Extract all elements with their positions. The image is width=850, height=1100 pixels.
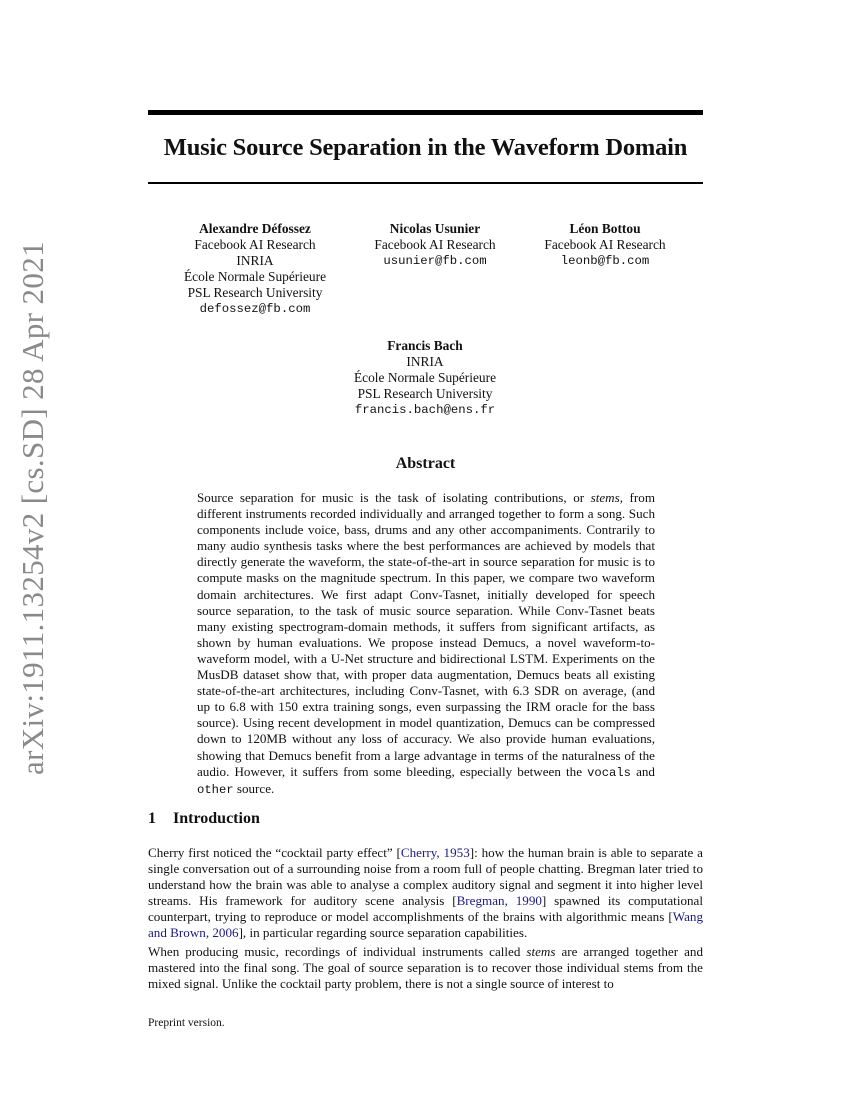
author-affiliation: Facebook AI Research bbox=[544, 237, 666, 252]
author-email: leonb@fb.com bbox=[560, 254, 650, 268]
section-title: Introduction bbox=[173, 810, 260, 827]
emphasis-stems: stems bbox=[590, 490, 620, 505]
code-vocals: vocals bbox=[587, 765, 631, 780]
paper-title: Music Source Separation in the Waveform Domain bbox=[163, 134, 688, 161]
author-email: defossez@fb.com bbox=[199, 302, 311, 316]
abstract-heading: Abstract bbox=[395, 455, 456, 472]
author-block-bottou bbox=[520, 221, 690, 269]
author-affiliation: INRIA bbox=[236, 253, 274, 268]
author-affiliation: PSL Research University bbox=[357, 386, 493, 401]
emphasis-stems: stems bbox=[526, 944, 556, 959]
citation-cherry-1953[interactable]: Cherry, 1953 bbox=[400, 845, 470, 860]
footer-note: Preprint version. bbox=[148, 1017, 225, 1029]
intro-paragraph-1: Cherry first noticed the “cocktail party effect” [Cherry, 1953]: how the human brain is able to separate a single conversation out of a surrounding noise from a room full of people chatting. Bregman later tried to understand how the brain was able to analyse a complex auditory signal and segment it into higher level streams. His framework for auditory scene analysis [Bregman, 1990] spawned its computational counterpart, trying to reproduce or model accomplishments of the brains with algorithmic means [Wang and Brown, 2006], in particular regarding source separation capabilities. bbox=[148, 845, 704, 941]
section-heading-introduction bbox=[148, 810, 260, 828]
author-name: Alexandre Défossez bbox=[199, 221, 311, 236]
author-block-bach bbox=[340, 338, 510, 418]
author-affiliation: Facebook AI Research bbox=[374, 237, 496, 252]
citation-bregman-1990[interactable]: Bregman, 1990 bbox=[456, 893, 542, 909]
author-name: Nicolas Usunier bbox=[389, 221, 481, 236]
title-bottom-rule bbox=[148, 182, 703, 184]
author-name: Francis Bach bbox=[387, 338, 463, 353]
author-affiliation: INRIA bbox=[406, 354, 444, 369]
code-other: other bbox=[197, 782, 234, 797]
author-block-usunier bbox=[350, 221, 520, 269]
citation-wang-brown-2006[interactable]: Wang and Brown, 2006 bbox=[148, 909, 703, 941]
author-email: usunier@fb.com bbox=[383, 254, 487, 268]
arxiv-identifier: arXiv:1911.13254v2 [cs.SD] 28 Apr 2021 bbox=[15, 241, 50, 775]
intro-paragraph-2: When producing music, recordings of individual instruments called stems are arranged together and mastered into the final song. The goal of source separation is to recover those individual stems from the mixed signal. Unlike the cocktail party problem, there is not a single source of interest to bbox=[148, 944, 703, 992]
author-name: Léon Bottou bbox=[569, 221, 641, 236]
section-number: 1 bbox=[148, 810, 156, 827]
author-affiliation: PSL Research University bbox=[187, 285, 323, 300]
author-email: francis.bach@ens.fr bbox=[354, 403, 496, 417]
author-affiliation: École Normale Supérieure bbox=[183, 269, 327, 284]
author-block-defossez bbox=[170, 221, 340, 317]
title-top-rule bbox=[148, 110, 703, 115]
abstract-text: Source separation for music is the task of isolating contributions, or stems, from different instruments recorded individually and arranged together to form a song. Such components include voice, bass, drums and any other accompaniments. Contrarily to many audio synthesis tasks where the best performances are achieved by models that directly generate the waveform, the state-of-the-art in source separation for music is to compute masks on the magnitude spectrum. In this paper, we compare two waveform domain architectures. We first adapt Conv-Tasnet, initially developed for speech source separation, to the task of music source separation. While Conv-Tasnet beats many existing spectrogram-domain methods, it suffers from significant artifacts, as shown by human evaluations. We propose instead Demucs, a novel waveform-to-waveform model, with a U-Net structure and bidirectional LSTM. Experiments on the MusDB dataset show that, with proper data augmentation, Demucs beats all existing state-of-the-art architectures, including Conv-Tasnet, with 6.3 SDR on average, (and up to 6.8 with 150 extra training songs, even surpassing the IRM oracle for the bass source). Using recent development in model quantization, Demucs can be compressed down to 120MB without any loss of accuracy. We also provide human evaluations, showing that Demucs benefit from a large advantage in terms of the naturalness of the audio. However, it suffers from some bleeding, especially between the vocals and other source. bbox=[197, 490, 656, 797]
author-affiliation: École Normale Supérieure bbox=[353, 370, 497, 385]
author-affiliation: Facebook AI Research bbox=[194, 237, 316, 252]
